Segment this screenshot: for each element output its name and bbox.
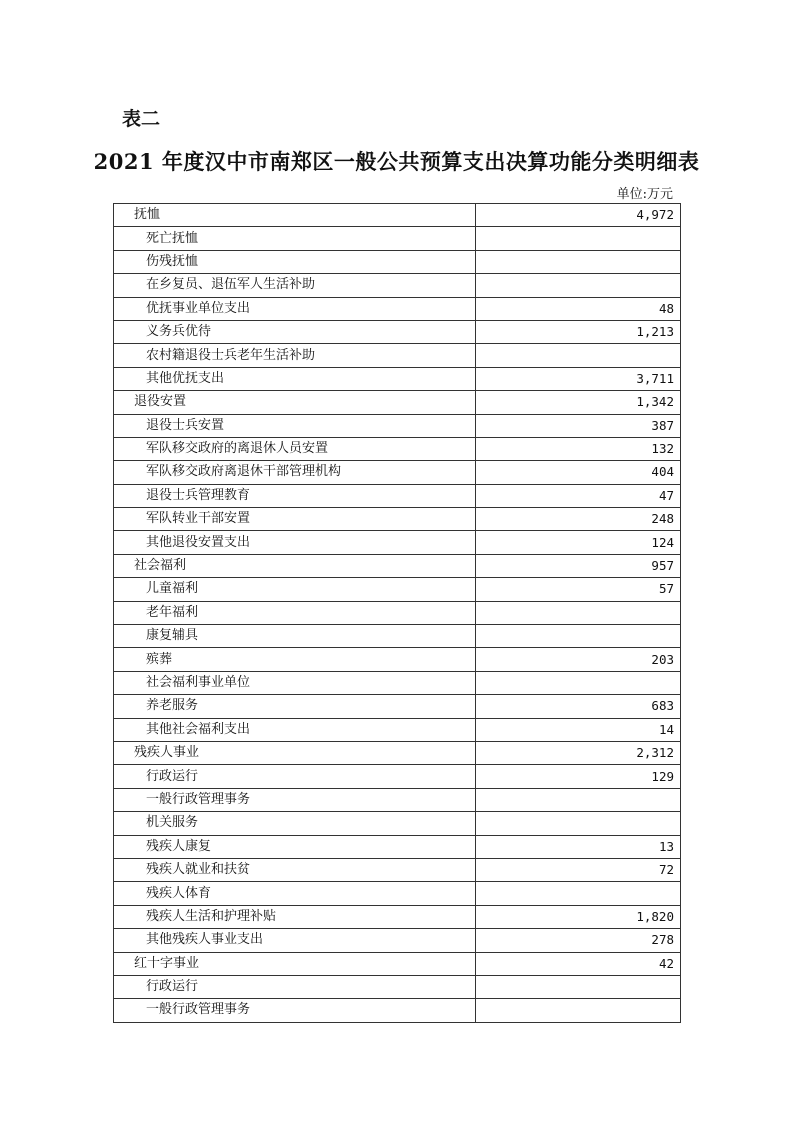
amount-cell: 13 <box>476 835 681 858</box>
amount-cell <box>476 975 681 998</box>
item-name-cell: 儿童福利 <box>114 578 476 601</box>
table-row <box>114 788 681 811</box>
amount-cell: 1,342 <box>476 391 681 414</box>
table-row <box>114 882 681 905</box>
item-name-cell: 残疾人生活和护理补贴 <box>114 905 476 928</box>
amount-cell: 404 <box>476 461 681 484</box>
amount-cell: 4,972 <box>476 204 681 227</box>
amount-cell: 278 <box>476 929 681 952</box>
amount-cell: 42 <box>476 952 681 975</box>
amount-cell: 1,820 <box>476 905 681 928</box>
amount-cell: 957 <box>476 554 681 577</box>
item-name-cell: 社会福利事业单位 <box>114 671 476 694</box>
item-name-cell: 社会福利 <box>114 554 476 577</box>
amount-cell: 129 <box>476 765 681 788</box>
table-row <box>114 484 681 507</box>
table-row <box>114 320 681 343</box>
amount-cell <box>476 671 681 694</box>
item-name-cell: 一般行政管理事务 <box>114 788 476 811</box>
item-name-cell: 殡葬 <box>114 648 476 671</box>
amount-cell <box>476 625 681 648</box>
table-row <box>114 718 681 741</box>
amount-cell: 683 <box>476 695 681 718</box>
item-name-cell: 其他优抚支出 <box>114 367 476 390</box>
table-row <box>114 297 681 320</box>
item-name-cell: 残疾人就业和扶贫 <box>114 858 476 881</box>
item-name-cell: 退役安置 <box>114 391 476 414</box>
item-name-cell: 行政运行 <box>114 765 476 788</box>
table-row <box>114 508 681 531</box>
item-name-cell: 老年福利 <box>114 601 476 624</box>
item-name-cell: 红十字事业 <box>114 952 476 975</box>
table-row <box>114 905 681 928</box>
table-row <box>114 952 681 975</box>
amount-cell: 2,312 <box>476 741 681 764</box>
amount-cell <box>476 601 681 624</box>
item-name-cell: 优抚事业单位支出 <box>114 297 476 320</box>
table-row <box>114 835 681 858</box>
item-name-cell: 农村籍退役士兵老年生活补助 <box>114 344 476 367</box>
table-row <box>114 367 681 390</box>
table-row <box>114 975 681 998</box>
item-name-cell: 残疾人康复 <box>114 835 476 858</box>
unit-note: 单位:万元 <box>616 187 673 202</box>
item-name-cell: 在乡复员、退伍军人生活补助 <box>114 274 476 297</box>
item-name-cell: 残疾人事业 <box>114 741 476 764</box>
item-name-cell: 康复辅具 <box>114 625 476 648</box>
item-name-cell: 义务兵优待 <box>114 320 476 343</box>
table-row <box>114 999 681 1022</box>
amount-cell: 72 <box>476 858 681 881</box>
item-name-cell: 军队移交政府的离退休人员安置 <box>114 437 476 460</box>
table-row <box>114 671 681 694</box>
amount-cell: 203 <box>476 648 681 671</box>
amount-cell: 124 <box>476 531 681 554</box>
amount-cell: 57 <box>476 578 681 601</box>
amount-cell: 132 <box>476 437 681 460</box>
item-name-cell: 养老服务 <box>114 695 476 718</box>
amount-cell: 3,711 <box>476 367 681 390</box>
item-name-cell: 残疾人体育 <box>114 882 476 905</box>
amount-cell: 387 <box>476 414 681 437</box>
table-row <box>114 765 681 788</box>
page-title: 2021 年度汉中市南郑区一般公共预算支出决算功能分类明细表 <box>93 149 700 174</box>
amount-cell <box>476 250 681 273</box>
amount-cell: 47 <box>476 484 681 507</box>
amount-cell <box>476 274 681 297</box>
item-name-cell: 军队转业干部安置 <box>114 508 476 531</box>
table-row <box>114 204 681 227</box>
budget-table-body <box>114 204 681 1023</box>
item-name-cell: 其他残疾人事业支出 <box>114 929 476 952</box>
item-name-cell: 抚恤 <box>114 204 476 227</box>
table-row <box>114 227 681 250</box>
table-row <box>114 531 681 554</box>
table-row <box>114 625 681 648</box>
amount-cell <box>476 882 681 905</box>
item-name-cell: 死亡抚恤 <box>114 227 476 250</box>
amount-cell <box>476 788 681 811</box>
amount-cell <box>476 227 681 250</box>
table-row <box>114 554 681 577</box>
item-name-cell: 军队移交政府离退休干部管理机构 <box>114 461 476 484</box>
item-name-cell: 其他退役安置支出 <box>114 531 476 554</box>
table-row <box>114 741 681 764</box>
item-name-cell: 伤残抚恤 <box>114 250 476 273</box>
table-row <box>114 461 681 484</box>
amount-cell <box>476 812 681 835</box>
amount-cell: 48 <box>476 297 681 320</box>
table-row <box>114 601 681 624</box>
table-row <box>114 858 681 881</box>
table-row <box>114 929 681 952</box>
table-row <box>114 344 681 367</box>
table-row <box>114 437 681 460</box>
table-row <box>114 414 681 437</box>
table-row <box>114 578 681 601</box>
amount-cell <box>476 999 681 1022</box>
table-row <box>114 812 681 835</box>
table-row <box>114 250 681 273</box>
item-name-cell: 一般行政管理事务 <box>114 999 476 1022</box>
item-name-cell: 行政运行 <box>114 975 476 998</box>
item-name-cell: 机关服务 <box>114 812 476 835</box>
item-name-cell: 退役士兵管理教育 <box>114 484 476 507</box>
table-row <box>114 274 681 297</box>
amount-cell: 1,213 <box>476 320 681 343</box>
item-name-cell: 退役士兵安置 <box>114 414 476 437</box>
amount-cell: 14 <box>476 718 681 741</box>
table-row <box>114 391 681 414</box>
table-row <box>114 648 681 671</box>
table-label: 表二 <box>122 108 161 130</box>
budget-table <box>113 203 681 1023</box>
item-name-cell: 其他社会福利支出 <box>114 718 476 741</box>
amount-cell <box>476 344 681 367</box>
amount-cell: 248 <box>476 508 681 531</box>
table-row <box>114 695 681 718</box>
